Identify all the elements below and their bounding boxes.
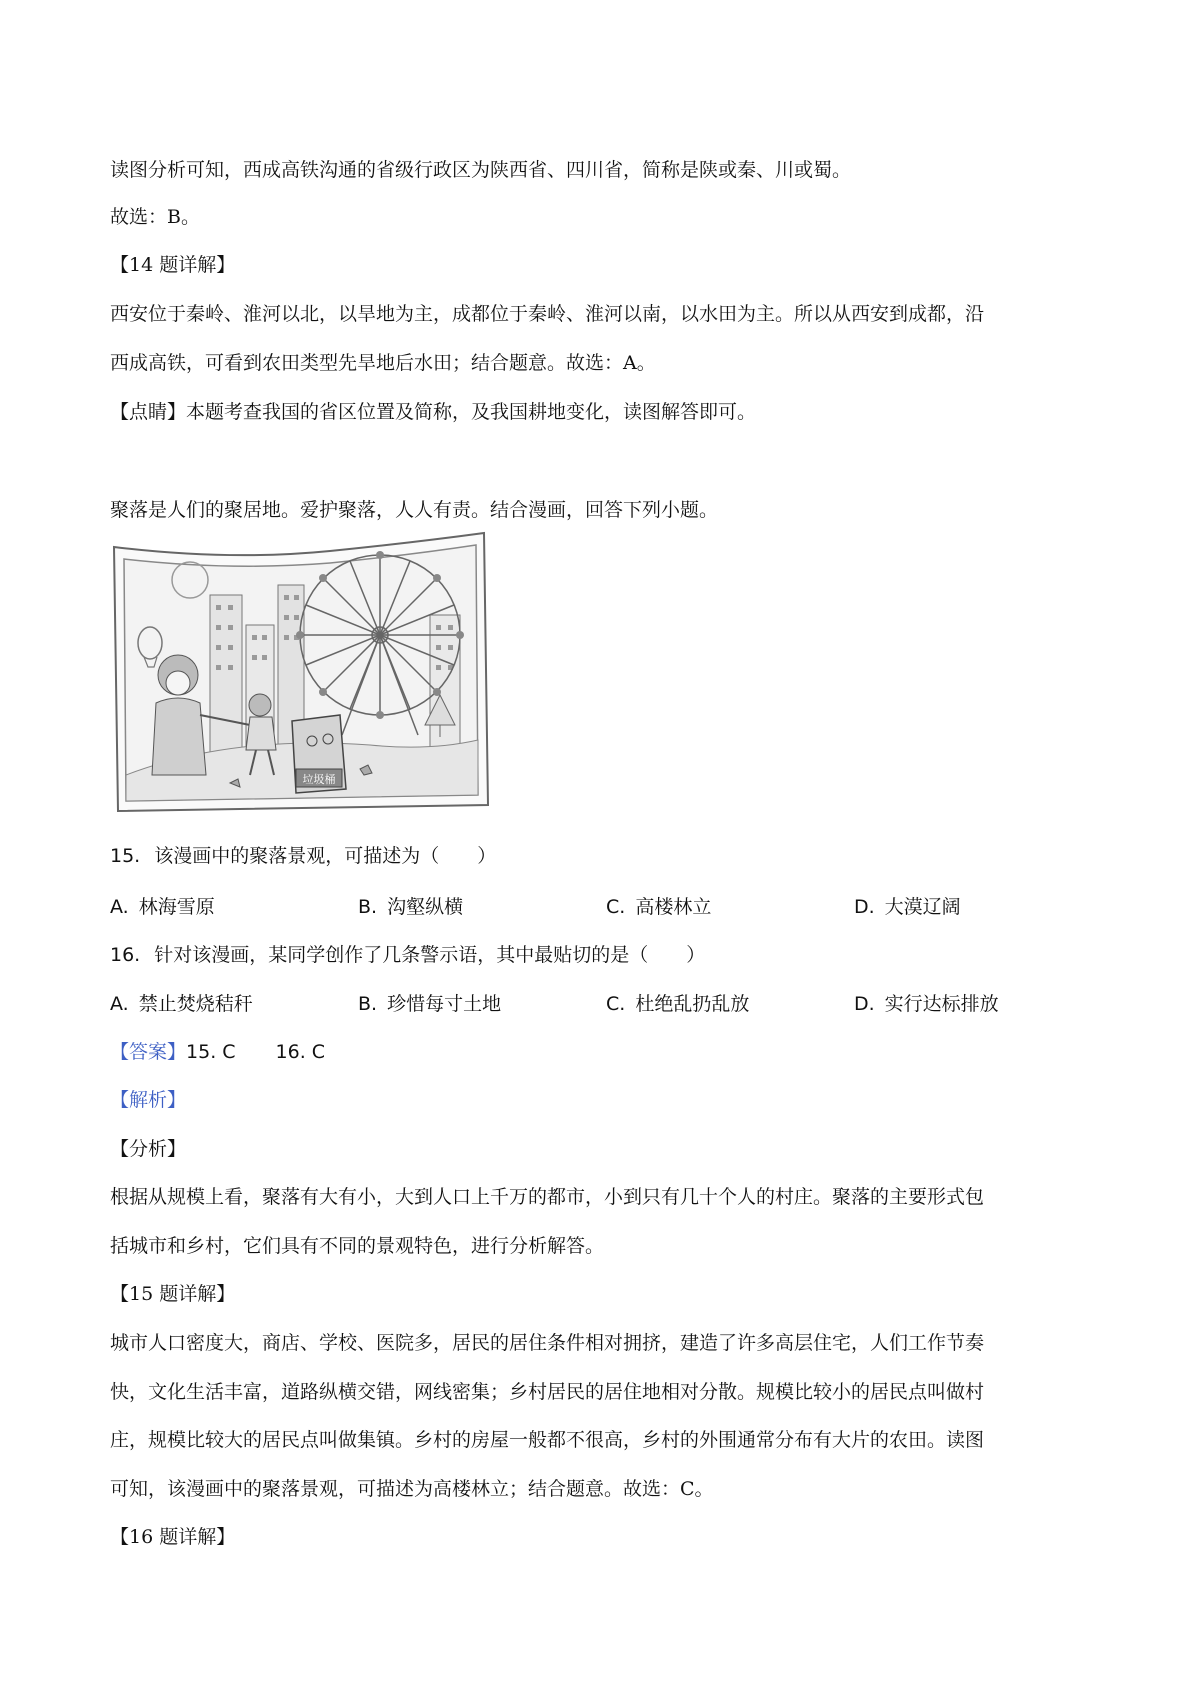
analysis-line-1: 读图分析可知，西成高铁沟通的省级行政区为陕西省、四川省，简称是陕或秦、川或蜀。 [110, 159, 852, 181]
q16-stem [110, 941, 705, 969]
q14-line-2: 西成高铁，可看到农田类型先旱地后水田；结合题意。故选：A。 [110, 352, 656, 374]
answer-choice-line: 故选：B。 [110, 206, 200, 228]
fenxi-label: 【分析】 [110, 1138, 187, 1160]
jiexi-label: 【解析】 [110, 1089, 187, 1111]
q15-heading: 【15 题详解】 [110, 1283, 236, 1305]
q14-line-1: 西安位于秦岭、淮河以北，以旱地为主，成都位于秦岭、淮河以南，以水田为主。所以从西安到成都，沿 [110, 303, 985, 325]
answer-15: 15. C [186, 1041, 236, 1063]
dianjing-comment: 【点睛】本题考查我国的省区位置及简称，及我国耕地变化，读图解答即可。 [110, 401, 757, 423]
q16-option-c: C. 杜绝乱扔乱放 [606, 993, 750, 1015]
q15-option-d: D. 大漠辽阔 [854, 896, 961, 918]
intro-text: 聚落是人们的聚居地。爱护聚落，人人有责。结合漫画，回答下列小题。 [110, 499, 719, 521]
q16-option-d: D. 实行达标排放 [854, 993, 999, 1015]
fenxi-line-1: 根据从规模上看，聚落有大有小，大到人口上千万的都市，小到只有几十个人的村庄。聚落的主要形式包 [110, 1186, 985, 1208]
trash-bin-label: 垃圾桶 [302, 773, 336, 786]
q14-heading: 【14 题详解】 [110, 254, 236, 276]
q15-text: 该漫画中的聚落景观，可描述为（ ） [154, 845, 497, 867]
q16-option-a: A. 禁止焚烧秸秆 [110, 993, 253, 1015]
q15-option-a: A. 林海雪原 [110, 896, 215, 918]
q16-text: 针对该漫画，某同学创作了几条警示语，其中最贴切的是（ ） [154, 944, 706, 966]
answer-label: 【答案】 [110, 1041, 187, 1063]
q15-stem [110, 842, 496, 870]
answer-row [110, 1038, 325, 1066]
q15-option-c: C. 高楼林立 [606, 896, 712, 918]
q15-option-b: B. 沟壑纵横 [358, 896, 464, 918]
q16-number: 16. [110, 944, 141, 966]
settlement-cartoon [110, 525, 490, 815]
q15-detail-line-2: 快，文化生活丰富，道路纵横交错，网线密集；乡村居民的居住地相对分散。规模比较小的居民点叫做村 [110, 1381, 985, 1403]
answer-16: 16. C [275, 1041, 326, 1063]
q16-option-b: B. 珍惜每寸土地 [358, 993, 502, 1015]
fenxi-line-2: 括城市和乡村，它们具有不同的景观特色，进行分析解答。 [110, 1235, 605, 1257]
q15-detail-line-3: 庄，规模比较大的居民点叫做集镇。乡村的房屋一般都不很高，乡村的外围通常分布有大片的农田。读图 [110, 1429, 985, 1451]
q15-detail-line-1: 城市人口密度大，商店、学校、医院多，居民的居住条件相对拥挤，建造了许多高层住宅，人们工作节奏 [110, 1332, 985, 1354]
q15-detail-line-4: 可知，该漫画中的聚落景观，可描述为高楼林立；结合题意。故选：C。 [110, 1478, 714, 1500]
q16-heading: 【16 题详解】 [110, 1526, 236, 1548]
q15-number: 15. [110, 845, 141, 867]
